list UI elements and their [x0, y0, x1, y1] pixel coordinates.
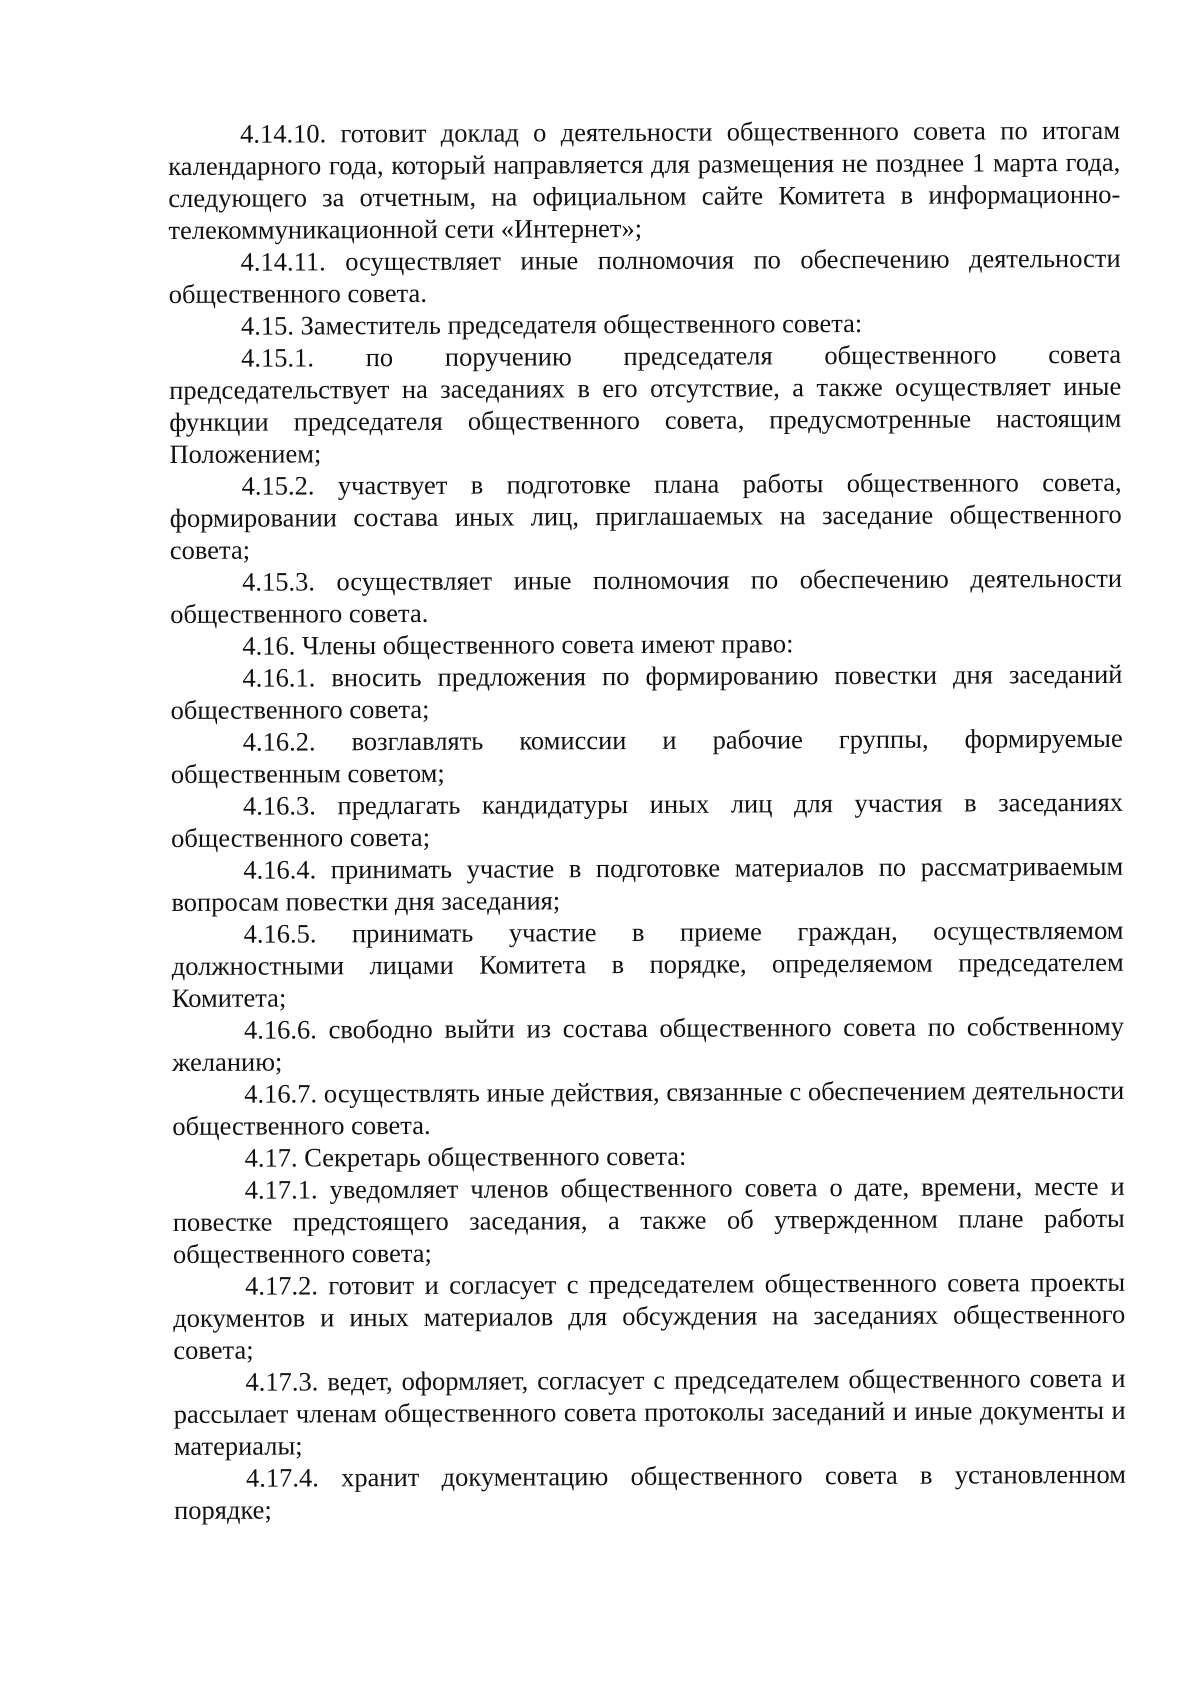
paragraph-4-17-3: 4.17.3. ведет, оформляет, согласует с председателем общественного совета и рассылает членам общественного совета протоколы заседаний и иные документы и материалы; — [173, 1362, 1126, 1461]
paragraph-4-16-2: 4.16.2. возглавлять комиссии и рабочие группы, формируемые общественным советом; — [170, 722, 1123, 789]
paragraph-4-15-1: 4.15.1. по поручению председателя общественного совета председательствует на заседаниях в его отсутствие, а также осуществляет иные функции председателя общественного совета, предусмотренные настоящим Положением; — [169, 338, 1122, 469]
paragraph-4-17-2: 4.17.2. готовит и согласует с председателем общественного совета проекты документов и иных материалов для обсуждения на заседаниях общественного совета; — [173, 1266, 1126, 1365]
section-heading-4-17: 4.17. Секретарь общественного совета: — [244, 1140, 687, 1173]
paragraph-4-16-5: 4.16.5. принимать участие в приеме граждан, осуществляемом должностными лицами Комитета в порядке, определяемом председателем Комитета; — [171, 914, 1124, 1013]
section-heading-4-16: 4.16. Члены общественного совета имеют право: — [242, 628, 794, 661]
paragraph-4-16-4: 4.16.4. принимать участие в подготовке материалов по рассматриваемым вопросам повестки дня заседания; — [171, 850, 1124, 917]
paragraph-4-17-4: 4.17.4. хранит документацию общественного совета в установленном порядке; — [174, 1458, 1126, 1525]
paragraph-4-14-11: 4.14.11. осуществляет иные полномочия по обеспечению деятельности общественного совета. — [168, 242, 1121, 309]
paragraph-4-16-3: 4.16.3. предлагать кандидатуры иных лиц для участия в заседаниях общественного совета; — [171, 786, 1124, 853]
paragraph-4-15-3: 4.15.3. осуществляет иные полномочия по обеспечению деятельности общественного совета. — [170, 562, 1123, 629]
paragraph-4-15-2: 4.15.2. участвует в подготовке плана работы общественного совета, формировании состава иных лиц, приглашаемых на заседание общественного совета; — [169, 466, 1122, 565]
paragraph-4-17-1: 4.17.1. уведомляет членов общественного совета о дате, времени, месте и повестке предстоящего заседания, а также об утвержденном плане работы общественного совета; — [172, 1170, 1125, 1269]
paragraph-4-16-6: 4.16.6. свободно выйти из состава общественного совета по собственному желанию; — [172, 1010, 1125, 1077]
document-page — [168, 114, 1126, 1526]
paragraph-4-16-7: 4.16.7. осуществлять иные действия, связанные с обеспечением деятельности общественного совета. — [172, 1074, 1125, 1141]
paragraph-4-16-1: 4.16.1. вносить предложения по формированию повестки дня заседаний общественного совета; — [170, 658, 1123, 725]
paragraph-4-14-10: 4.14.10. готовит доклад о деятельности общественного совета по итогам календарного года, который направляется для размещения не позднее 1 марта года, следующего за отчетным, на официальном сайте Комитета в информационно-телекоммуникационной сети «Интернет»; — [168, 114, 1121, 245]
section-heading-4-15: 4.15. Заместитель председателя общественного совета: — [240, 307, 863, 341]
